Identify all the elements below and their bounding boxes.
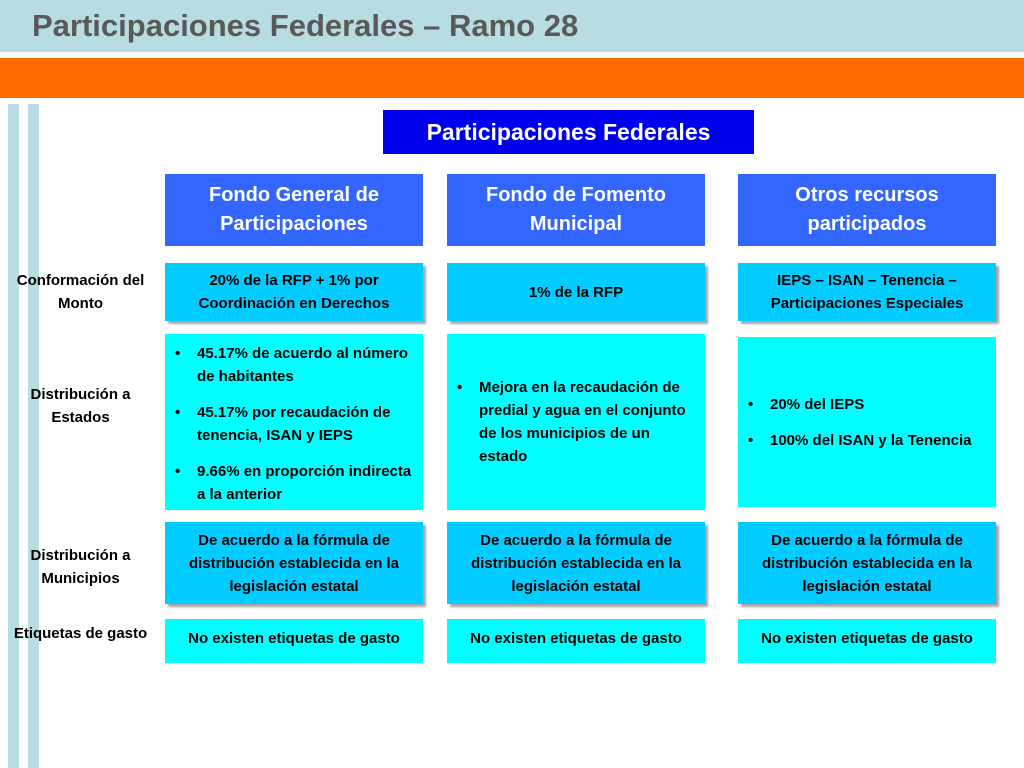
column-header-fondo-fomento: Fondo de Fomento Municipal	[447, 174, 705, 246]
list-item: • 45.17% de acuerdo al número de habitantes	[175, 342, 413, 388]
cell-monto-otros: IEPS – ISAN – Tenencia – Participaciones Especiales	[738, 263, 996, 321]
cell-estados-fondo-general	[165, 334, 423, 510]
bullet-list	[748, 393, 971, 452]
bullet-marker: •	[175, 345, 181, 362]
orange-accent-bar	[0, 58, 1024, 98]
cell-monto-fondo-fomento: 1% de la RFP	[447, 263, 705, 321]
cell-monto-fondo-general: 20% de la RFP + 1% por Coordinación en Derechos	[165, 263, 423, 321]
bullet-list	[175, 342, 413, 506]
list-item: • Mejora en la recaudación de predial y agua en el conjunto de los municipios de un estado	[457, 376, 695, 468]
participaciones-header: Participaciones Federales	[383, 110, 754, 154]
cell-municipios-fondo-general: De acuerdo a la fórmula de distribución establecida en la legislación estatal	[165, 522, 423, 604]
row-label-estados: Distribución a Estados	[30, 386, 131, 426]
bullet-marker: •	[748, 395, 754, 413]
bullet-marker: •	[175, 463, 181, 480]
decorative-stripe-right	[28, 104, 39, 768]
cell-etiquetas-fondo-fomento: No existen etiquetas de gasto	[447, 619, 705, 663]
list-item: • 20% del IEPS	[748, 393, 971, 416]
cell-estados-otros	[738, 337, 996, 507]
row-label-monto: Conformación del Monto	[16, 272, 145, 312]
list-item: • 45.17% por recaudación de tenencia, ISAN y IEPS	[175, 401, 413, 447]
bullet-marker: •	[748, 431, 754, 449]
cell-estados-fondo-fomento	[447, 334, 705, 510]
cell-municipios-otros: De acuerdo a la fórmula de distribución establecida en la legislación estatal	[738, 522, 996, 604]
bullet-marker: •	[175, 404, 181, 421]
column-header-otros-recursos: Otros recursos participados	[738, 174, 996, 246]
row-label-municipios: Distribución a Municipios	[30, 547, 131, 587]
cell-etiquetas-otros: No existen etiquetas de gasto	[738, 619, 996, 663]
cell-municipios-fondo-fomento: De acuerdo a la fórmula de distribución establecida en la legislación estatal	[447, 522, 705, 604]
list-item: • 100% del ISAN y la Tenencia	[748, 429, 971, 452]
column-header-fondo-general: Fondo General de Participaciones	[165, 174, 423, 246]
decorative-stripe-left	[8, 104, 19, 768]
row-label-etiquetas: Etiquetas de gasto	[13, 625, 148, 642]
page-title: Participaciones Federales – Ramo 28	[32, 8, 579, 43]
bullet-marker: •	[457, 379, 463, 396]
bullet-list	[457, 376, 695, 468]
list-item: • 9.66% en proporción indirecta a la anterior	[175, 460, 413, 506]
cell-etiquetas-fondo-general: No existen etiquetas de gasto	[165, 619, 423, 663]
